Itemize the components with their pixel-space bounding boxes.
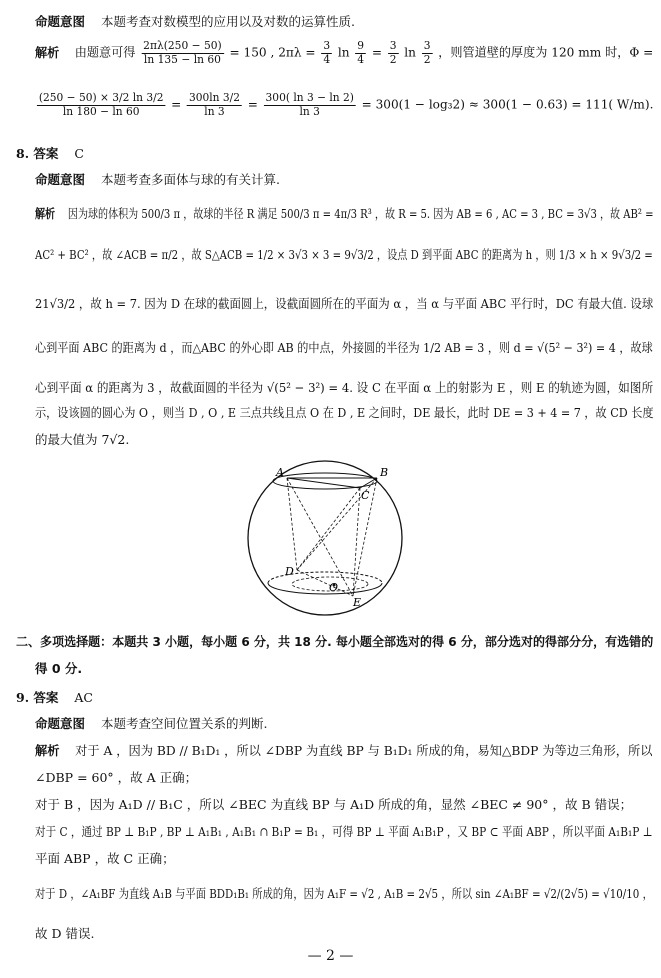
edge-bc (360, 478, 377, 488)
edge-de (297, 570, 353, 596)
fraction-num: 3 (423, 39, 431, 52)
q8-intent-label: 命题意图 (35, 172, 86, 187)
q9-analysis-text-1: 对于 A ，因为 BD // B₁D₁ ，所以 ∠DBP 为直线 BP 与 B₁D₁ 所成的角，易知△BDP 为等边三角形，所以 (75, 743, 653, 758)
q9-analysis-line-6: 对于 D ，∠A₁BF 为直线 A₁B 与平面 BDD₁B₁ 所成的角，因为 A₁F = √2 , A₁B = 2√5 ，所以 sin ∠A₁BF = √2/(2√5) = √10/10 ， (35, 886, 653, 901)
fraction (355, 40, 366, 66)
label-b: B (380, 466, 389, 479)
text-segment: ln (337, 44, 350, 60)
fraction-num: (250 − 50) × 3/2 ln 3/2 (38, 91, 164, 104)
text-segment: 由题意可得 (74, 44, 136, 60)
edge-cd (297, 488, 360, 570)
analysis-line-1 (35, 40, 653, 66)
q9-intent-line (35, 716, 267, 732)
label-a: A (276, 466, 284, 479)
fraction-num: 300ln 3/2 (189, 91, 241, 104)
fraction-den: ln 135 − ln 60 (143, 52, 221, 66)
q9-analysis-line-4: 对于 C ，通过 BP ⊥ B₁P , BP ⊥ A₁B₁ , A₁B₁ ∩ B₁P = B₁ ，可得 BP ⊥ 平面 A₁B₁P ，又 BP ⊂ 平面 ABP ，所以平面 A₁B₁P ⊥ (35, 824, 653, 839)
q8-analysis-line-1 (35, 206, 654, 222)
bottom-circle-front (268, 583, 382, 594)
sphere-outline (248, 461, 402, 615)
fraction-den: 4 (357, 52, 365, 66)
fraction (264, 92, 356, 118)
q8-analysis-line-6: 示，设该圆的圆心为 O ，则当 D , O , E 三点共线且点 O 在 D , E 之间时，DE 最长，此时 DE = 3 + 4 = 7 ，故 CD 长度 (35, 405, 654, 420)
fraction (321, 40, 332, 66)
q8-analysis-text-1: 因为球的体积为 500/3 π ，故球的半径 R 满足 500/3 π = 4π/3 R³ ，故 R = 5. 因为 AB = 6 , AC = 3 , BC = 3√3 ，故 AB² = (67, 206, 654, 221)
fraction-num: 9 (357, 39, 365, 52)
fraction-num: 3 (389, 39, 397, 52)
text-segment: = 300(1 − log₃2) ≈ 300(1 − 0.63) = 111( W/m). (361, 96, 654, 112)
q8-analysis-line-3: 21√3/2 ，故 h = 7. 因为 D 在球的截面圆上，设截面圆所在的平面为 α ，当 α 与平面 ABC 平行时，DC 有最大值. 设球 (35, 296, 654, 311)
edge-ae (287, 478, 353, 596)
analysis-line-2: $\frac{(250 - 50) \times 3/2 \ln 3/2}{\ln 180 - \ln 60}$ = $\frac{300\ln 3/2}{\ln 3}$ = $\frac{300( \ln 3 - \ln 2)}{\ln 3}$ = 300(1 − log₃2) ≈ 300(1 − 0.63) = 111( W/m). (38, 91, 654, 118)
q9-analysis-line-1 (35, 743, 652, 759)
q9-answer: AC (74, 690, 93, 705)
text-segment: = (371, 44, 383, 60)
edge-ad (287, 478, 297, 570)
label-d: D (285, 565, 294, 578)
section-2-heading-cont: 得 0 分. (35, 661, 83, 676)
q8-answer-label: 8. 答案 (16, 146, 59, 161)
intent-text: 本题考查对数模型的应用以及对数的运算性质. (101, 14, 355, 29)
page-number: — 2 — (307, 948, 354, 964)
q8-intent-text: 本题考查多面体与球的有关计算. (101, 172, 280, 187)
fraction-den: ln 3 (204, 104, 225, 118)
q8-analysis-line-2: AC² + BC² ，故 ∠ACB = π/2 ，故 S△ACB = 1/2 × 3√3 × 3 = 9√3/2 ，设点 D 到平面 ABC 的距离为 h ，则 1/3 × h × 9√3/2 = (35, 247, 653, 262)
fraction-den: 4 (323, 52, 331, 66)
edge-ac (287, 478, 360, 488)
fraction (388, 40, 399, 66)
intent-line-1 (35, 14, 355, 30)
q8-analysis-line-7: 的最大值为 7√2. (35, 432, 130, 447)
fraction-den: 2 (423, 52, 431, 66)
text-segment: = 150 , 2πλ = (229, 44, 316, 60)
fraction (187, 92, 242, 118)
text-segment: ，则管道壁的厚度为 120 mm 时，Φ = (438, 44, 654, 60)
q9-analysis-line-7: 故 D 错误. (35, 926, 95, 941)
q8-answer: C (74, 146, 84, 161)
sphere-figure (240, 458, 410, 618)
fraction (141, 40, 223, 66)
fraction-num: 3 (323, 39, 331, 52)
q8-analysis-label: 解析 (35, 206, 56, 221)
q9-analysis-line-2: ∠DBP = 60° ，故 A 正确； (35, 770, 198, 785)
label-e: E (353, 596, 362, 609)
section-2-heading: 二、多项选择题：本题共 3 小题，每小题 6 分，共 18 分. 每小题全部选对的得 6 分，部分选对的得部分分，有选错的 (16, 634, 654, 649)
q8-analysis-line-5: 心到平面 α 的距离为 3 ，故截面圆的半径为 √(5² − 3²) = 4. 设 C 在平面 α 上的射影为 E ，则 E 的轨迹为圆，如图所 (35, 380, 654, 395)
text-segment: ln (404, 44, 416, 60)
q9-analysis-line-5: 平面 ABP ，故 C 正确； (35, 851, 175, 866)
q9-analysis-label: 解析 (35, 743, 60, 758)
q8-analysis-line-4: 心到平面 ABC 的距离为 d ，而△ABC 的外心即 AB 的中点，外接圆的半径为 1/2 AB = 3 ，则 d = √(5² − 3²) = 4 ，故球 (35, 340, 653, 355)
intent-label: 命题意图 (35, 14, 86, 29)
q8-answer-line (16, 146, 84, 162)
label-o: O (329, 581, 339, 594)
fraction-den: ln 3 (299, 104, 320, 118)
fraction-num: 300( ln 3 − ln 2) (265, 91, 354, 104)
q9-intent-label: 命题意图 (35, 716, 86, 731)
label-c: C (361, 489, 370, 502)
q8-intent-line (35, 172, 280, 188)
q9-answer-label: 9. 答案 (16, 690, 59, 705)
fraction-den: 2 (389, 52, 397, 66)
fraction-den: ln 180 − ln 60 (62, 104, 140, 118)
fraction-num: 2πλ(250 − 50) (143, 39, 222, 52)
q9-intent-text: 本题考查空间位置关系的判断. (101, 716, 268, 731)
analysis-label: 解析 (35, 44, 60, 60)
fraction (37, 92, 165, 118)
fraction (422, 40, 433, 66)
q9-answer-line (16, 690, 93, 706)
q9-analysis-line-3: 对于 B ，因为 A₁D // B₁C ，所以 ∠BEC 为直线 BP 与 A₁D 所成的角，显然 ∠BEC ≠ 90° ，故 B 错误； (35, 797, 633, 812)
